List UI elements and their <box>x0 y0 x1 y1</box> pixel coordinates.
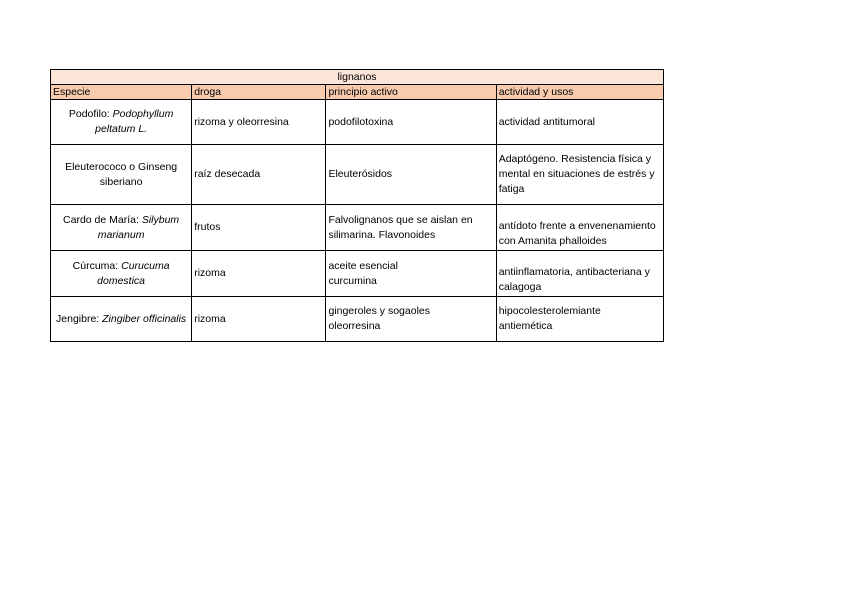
cell-especie[interactable] <box>51 100 192 145</box>
cell-especie[interactable] <box>51 297 192 342</box>
especie-common: Cúrcuma: <box>72 259 122 272</box>
especie-latin: Zingiber officinalis <box>102 312 187 325</box>
cell-droga[interactable]: rizoma <box>192 251 326 297</box>
principio-line: gingeroles y sogaoles <box>328 305 431 317</box>
table-header-row <box>51 85 664 100</box>
especie-common: Podofilo: <box>68 108 113 120</box>
cell-droga[interactable]: rizoma y oleorresina <box>192 100 326 145</box>
cell-usos[interactable] <box>496 205 663 251</box>
cell-especie[interactable] <box>51 205 192 251</box>
cell-usos[interactable] <box>496 297 663 342</box>
usos-line: Adaptógeno. Resistencia física y mental en situaciones de estrés y fatiga <box>498 153 655 195</box>
table-row <box>51 297 664 342</box>
usos-line: con Amanita phalloides <box>498 235 607 247</box>
especie-common: Cardo de María: <box>63 213 142 226</box>
usos-line: calagoga <box>498 281 542 293</box>
cell-droga[interactable]: rizoma <box>192 297 326 342</box>
cell-usos[interactable] <box>496 251 663 297</box>
usos-line: hipocolesterolemiante <box>498 305 601 317</box>
header-principio-activo[interactable]: principio activo <box>326 85 496 100</box>
principio-line: Falvolignanos que se aislan en silimarina. Flavonoides <box>328 213 473 241</box>
principio-line: Eleuterósidos <box>328 168 393 180</box>
table-row <box>51 100 664 145</box>
table-title-row <box>51 70 664 85</box>
usos-line: antídoto frente a envenenamiento <box>498 220 656 232</box>
lignanos-table <box>50 69 664 342</box>
cell-principio[interactable] <box>326 297 496 342</box>
table-title[interactable]: lignanos <box>51 70 664 85</box>
especie-latin: Podophyllum peltatum L. <box>95 108 174 135</box>
header-actividad-usos[interactable]: actividad y usos <box>496 85 663 100</box>
table-row <box>51 205 664 251</box>
header-droga[interactable]: droga <box>192 85 326 100</box>
cell-principio[interactable] <box>326 145 496 205</box>
principio-line: oleorresina <box>328 320 381 332</box>
cell-principio[interactable] <box>326 100 496 145</box>
especie-latin: Silybum marianum <box>97 213 180 241</box>
especie-common: Eleuterococo o Ginseng siberiano <box>65 160 178 188</box>
cell-especie[interactable] <box>51 251 192 297</box>
cell-droga[interactable]: raíz desecada <box>192 145 326 205</box>
header-especie[interactable]: Especie <box>51 85 192 100</box>
principio-line: aceite esencial <box>328 259 398 272</box>
cell-usos[interactable] <box>496 100 663 145</box>
table-row <box>51 251 664 297</box>
especie-latin: Curucuma domestica <box>97 259 170 287</box>
usos-line: actividad antitumoral <box>498 115 596 128</box>
principio-line: curcumina <box>328 274 377 287</box>
cell-principio[interactable] <box>326 251 496 297</box>
principio-line: podofilotoxina <box>328 115 394 128</box>
usos-line: antiemética <box>498 320 553 332</box>
cell-especie[interactable] <box>51 145 192 205</box>
table-row <box>51 145 664 205</box>
cell-principio[interactable] <box>326 205 496 251</box>
cell-droga[interactable]: frutos <box>192 205 326 251</box>
especie-common: Jengibre: <box>56 312 103 325</box>
usos-line: antiinflamatoria, antibacteriana y <box>498 266 650 278</box>
cell-usos[interactable] <box>496 145 663 205</box>
